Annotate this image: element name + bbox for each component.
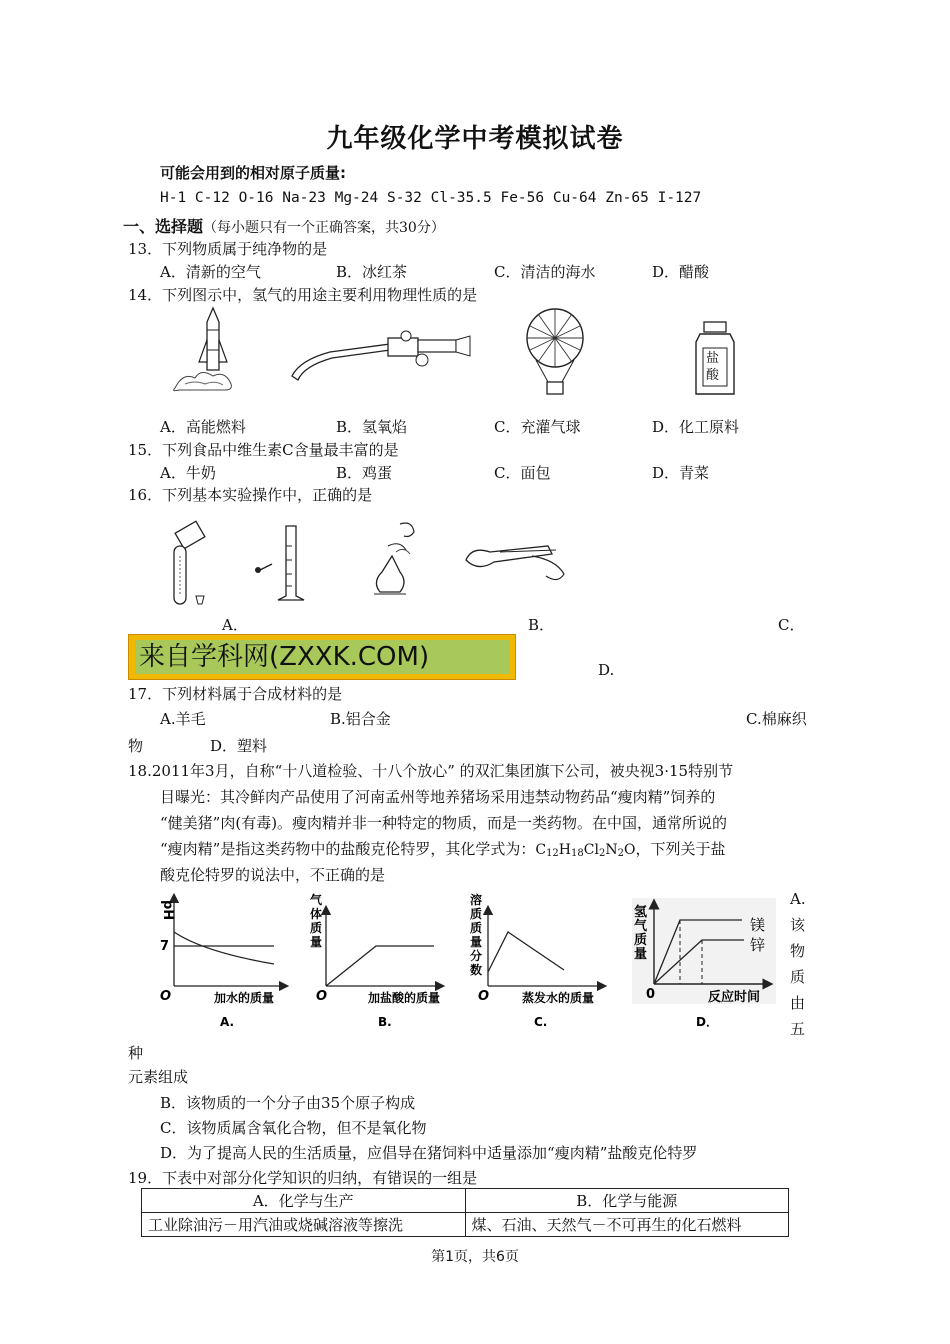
- q17-stem: 17．下列材料属于合成材料的是: [128, 685, 343, 703]
- graph-b: [310, 892, 440, 1029]
- graph-c-ylabel-2: 质: [470, 907, 483, 921]
- table-cell-a: 工业除油污－用汽油或烧碱溶液等擦洗: [142, 1213, 466, 1237]
- graph-d-ylabel-4: 量: [634, 947, 648, 962]
- q13-option-a: A．清新的空气: [160, 263, 261, 281]
- section-note: （每小题只有一个正确答案，共30分）: [203, 220, 445, 236]
- q15-option-b: B．鸡蛋: [336, 464, 393, 482]
- graph-b-ylabel-3: 质: [310, 921, 323, 935]
- graph-b-caption: B.: [378, 1015, 392, 1029]
- graph-d: [632, 898, 776, 1029]
- graph-c-ylabel-5: 分: [470, 949, 483, 963]
- q14-option-a: A．高能燃料: [160, 418, 246, 436]
- q17-option-c: C.棉麻织: [746, 710, 807, 728]
- q15-option-c: C．面包: [494, 464, 551, 482]
- heating-test-tube-figure: [466, 546, 564, 580]
- q17-option-b: B.铝合金: [330, 710, 391, 728]
- bottle-label: 盐酸: [706, 351, 720, 383]
- q16-option-c: C．: [778, 616, 805, 634]
- rocket-image: [165, 300, 235, 392]
- torch-image: [290, 330, 475, 385]
- q15-option-d: D．青菜: [652, 464, 710, 482]
- graph-b-origin: O: [316, 989, 328, 1004]
- graph-d-ylabel-1: 氢: [634, 905, 648, 920]
- q18-line-1: 18.2011年3月，自称“十八道检验、十八个放心” 的双汇集团旗下公司，被央视3·15特别节: [128, 762, 734, 780]
- q13-option-c: C．清洁的海水: [494, 263, 596, 281]
- table-row: [142, 1213, 789, 1237]
- graph-d-origin: 0: [646, 987, 656, 1002]
- q14-stem: 14．下列图示中，氢气的用途主要利用物理性质的是: [128, 286, 478, 304]
- graph-d-xlabel: 反应时间: [708, 990, 761, 1005]
- q14-option-b: B．氢氧焰: [336, 418, 408, 436]
- graph-c-ylabel-1: 溶: [470, 893, 483, 907]
- graph-a-xlabel: 加水的质量: [214, 991, 275, 1005]
- q18-option-a-vertical: A. 该 物 质 由 五: [790, 890, 806, 1038]
- graph-a-tick: 7: [160, 939, 170, 954]
- page-title: 九年级化学中考模拟试卷: [326, 124, 624, 154]
- graph-c-caption: C.: [534, 1015, 548, 1029]
- q16-option-a: A．: [222, 616, 248, 634]
- lab-operations-image: [160, 516, 580, 608]
- q18-option-c: C．该物质属含氧化合物，但不是氧化物: [160, 1119, 427, 1137]
- q14-option-c: C．充灌气球: [494, 418, 581, 436]
- graph-a-origin: O: [160, 989, 172, 1004]
- q16-stem: 16．下列基本实验操作中，正确的是: [128, 486, 373, 504]
- q15-option-a: A．牛奶: [160, 464, 216, 482]
- graph-a-caption: A.: [220, 1015, 235, 1029]
- q18-option-b: B．该物质的一个分子由35个原子构成: [160, 1094, 416, 1112]
- watermark-banner: [128, 634, 516, 680]
- q15-stem: 15．下列食品中维生素C含量最丰富的是: [128, 441, 399, 459]
- graph-a: [160, 898, 284, 1029]
- pouring-reagent-figure: [174, 521, 205, 604]
- graph-c-ylabel-4: 量: [470, 935, 483, 949]
- balloon-image: [522, 308, 588, 398]
- q18-line-4-tail: ，下列关于盐: [635, 840, 726, 858]
- smelling-gas-figure: [374, 523, 414, 594]
- q18-line-3: “健美猪”肉(有毒)。瘦肉精并非一种特定的物质，而是一类药物。在中国，通常所说的: [160, 814, 728, 832]
- q17-option-a: A.羊毛: [160, 710, 206, 728]
- graphs-image: [150, 890, 790, 1035]
- measuring-cylinder-figure: [255, 526, 304, 600]
- graph-a-ylabel: pH: [160, 900, 175, 921]
- graph-c-xlabel: 蒸发水的质量: [522, 991, 595, 1005]
- graph-b-ylabel-2: 体: [310, 907, 323, 921]
- watermark-text: 来自学科网(ZXXK.COM): [135, 640, 509, 674]
- atomic-mass-label: 可能会用到的相对原子质量:: [160, 164, 346, 182]
- q18-line-2: 目曝光：其冷鲜肉产品使用了河南孟州等地养猪场采用违禁动物药品“瘦肉精”饲养的: [160, 788, 716, 806]
- table-header-a: A．化学与生产: [142, 1189, 466, 1213]
- graph-b-ylabel-1: 气: [310, 893, 323, 907]
- page-footer: 第1页，共6页: [431, 1249, 519, 1265]
- graph-c-ylabel-6: 数: [470, 963, 483, 977]
- q18-line-5: 酸克伦特罗的说法中，不正确的是: [160, 866, 386, 884]
- q13-stem: 13．下列物质属于纯净物的是: [128, 240, 328, 258]
- graph-c-ylabel-3: 质: [470, 921, 483, 935]
- knowledge-table: [141, 1188, 789, 1237]
- q17-option-d: D．塑料: [210, 737, 268, 755]
- chemical-formula: $C_{12}H_{18}Cl_2N_2O$: [535, 842, 636, 859]
- q17-option-c-wrap: 物: [128, 737, 144, 755]
- q18-line-4-text: “瘦肉精”是指这类药物中的盐酸克伦特罗，其化学式为：: [160, 840, 536, 858]
- atomic-masses: H-1 C-12 O-16 Na-23 Mg-24 S-32 Cl-35.5 Fe-56 Cu-64 Zn-65 I-127: [160, 190, 702, 206]
- section-title: 一、选择题: [123, 217, 204, 236]
- q18-option-a-tail-1: 种: [128, 1044, 144, 1062]
- q18-line-4: [160, 838, 725, 859]
- graph-c-origin: O: [478, 989, 490, 1004]
- graph-d-caption: D．: [696, 1015, 718, 1029]
- q18-option-d: D．为了提高人民的生活质量，应倡导在猪饲料中适量添加“瘦肉精”盐酸克伦特罗: [160, 1144, 698, 1162]
- graph-d-ylabel-3: 质: [634, 933, 648, 948]
- q18-option-a-tail-2: 元素组成: [128, 1068, 189, 1086]
- q16-option-b: B．: [528, 616, 555, 634]
- table-cell-b: 煤、石油、天然气－不可再生的化石燃料: [465, 1213, 789, 1237]
- q13-option-b: B．冰红茶: [336, 263, 408, 281]
- q19-stem: 19．下表中对部分化学知识的归纳，有错误的一组是: [128, 1169, 478, 1187]
- q16-option-d: D.: [598, 661, 615, 679]
- table-header-row: [142, 1189, 789, 1213]
- section-heading: [123, 214, 445, 237]
- q14-option-d: D．化工原料: [652, 418, 740, 436]
- graph-d-ylabel-2: 气: [634, 919, 648, 934]
- graph-c: [470, 892, 602, 1029]
- table-header-b: B．化学与能源: [465, 1189, 789, 1213]
- graph-d-series-mg: 镁: [750, 916, 766, 934]
- q13-option-d: D．醋酸: [652, 263, 710, 281]
- graph-b-xlabel: 加盐酸的质量: [368, 991, 441, 1005]
- graph-d-series-zn: 锌: [750, 936, 766, 954]
- graph-b-ylabel-4: 量: [310, 935, 323, 949]
